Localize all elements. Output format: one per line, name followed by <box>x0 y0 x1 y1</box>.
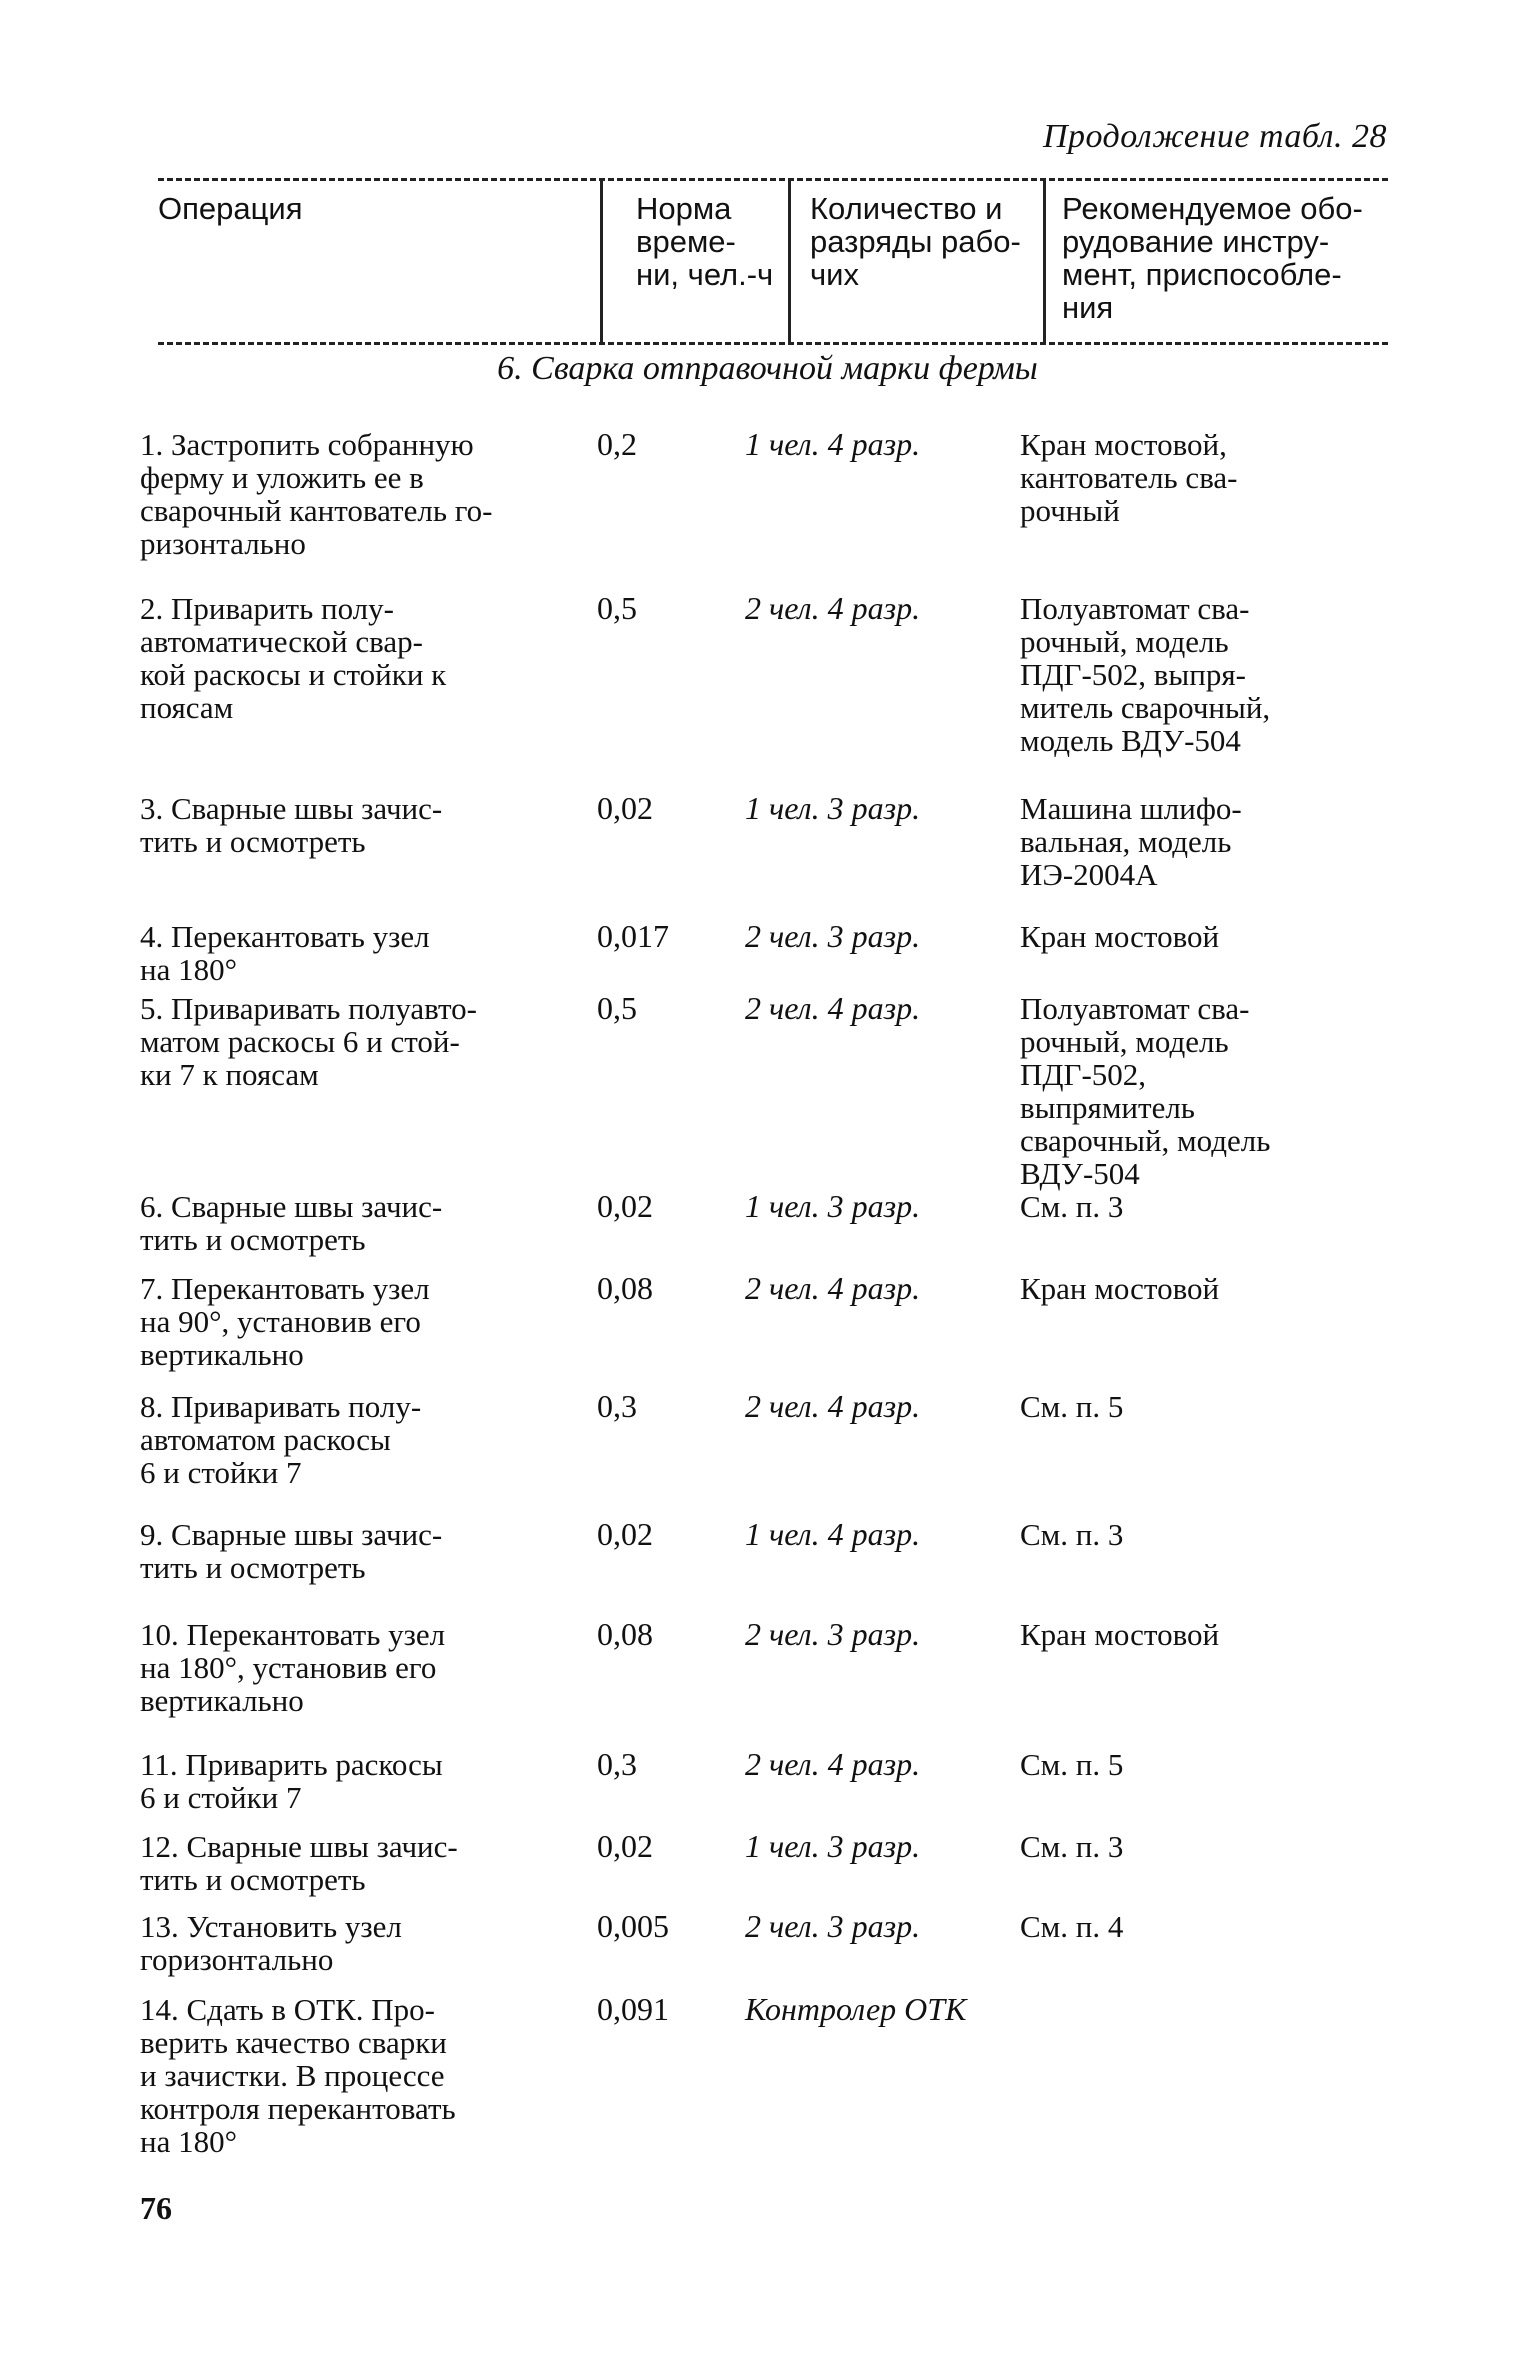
quantity-cell: 1 чел. 3 разр. <box>745 790 921 826</box>
quantity-cell: 2 чел. 3 разр. <box>745 918 921 954</box>
norm-cell: 0,3 <box>597 1388 637 1424</box>
quantity-cell: 1 чел. 4 разр. <box>745 426 921 462</box>
equipment-cell <box>1020 1390 1350 1423</box>
section-title: 6. Сварка отправочной марки фермы <box>497 350 1038 387</box>
norm-cell: 0,2 <box>597 426 637 462</box>
equipment-cell <box>1020 1618 1350 1651</box>
column-divider-1 <box>600 178 603 342</box>
column-header-equipment <box>1062 192 1363 324</box>
equipment-line: Полуавтомат сва- <box>1020 991 1250 1026</box>
operation-line: 12. Сварные швы зачис- <box>140 1829 458 1864</box>
operation-line: вертикально <box>140 1337 304 1372</box>
operation-line: поясам <box>140 690 234 725</box>
quantity-cell: 1 чел. 4 разр. <box>745 1516 921 1552</box>
operation-line: 13. Установить узел <box>140 1909 402 1944</box>
equipment-line: рочный, модель <box>1020 624 1229 659</box>
column-header-equipment-line: ния <box>1062 290 1114 325</box>
operation-line: ки 7 к поясам <box>140 1057 319 1092</box>
operation-cell <box>140 592 570 724</box>
header-top-rule <box>158 178 1388 181</box>
equipment-line: ПДГ-502, выпря- <box>1020 657 1246 692</box>
norm-cell: 0,02 <box>597 1188 653 1224</box>
equipment-line: рочный <box>1020 493 1120 528</box>
column-divider-2 <box>788 178 791 342</box>
quantity-cell: 1 чел. 3 разр. <box>745 1188 921 1224</box>
operation-cell <box>140 1830 570 1896</box>
operation-cell <box>140 1910 570 1976</box>
equipment-cell <box>1020 920 1350 953</box>
equipment-cell <box>1020 992 1350 1190</box>
equipment-line: выпрямитель <box>1020 1090 1195 1125</box>
equipment-line: См. п. 5 <box>1020 1747 1124 1782</box>
equipment-line: См. п. 3 <box>1020 1829 1124 1864</box>
operation-line: горизонтально <box>140 1942 334 1977</box>
equipment-line: См. п. 5 <box>1020 1389 1124 1424</box>
equipment-cell <box>1020 592 1350 757</box>
operation-cell <box>140 428 570 560</box>
column-header-norm <box>636 192 773 291</box>
page-number: 76 <box>140 2190 172 2226</box>
column-header-equipment-line: Рекомендуемое обо- <box>1062 191 1363 226</box>
norm-cell: 0,5 <box>597 590 637 626</box>
quantity-cell: 2 чел. 4 разр. <box>745 1388 921 1424</box>
column-header-equipment-line: рудование инстру- <box>1062 224 1330 259</box>
operation-line: 4. Перекантовать узел <box>140 919 430 954</box>
operation-line: 6 и стойки 7 <box>140 1780 302 1815</box>
operation-line: матом раскосы 6 и стой- <box>140 1024 460 1059</box>
quantity-cell: 2 чел. 4 разр. <box>745 990 921 1026</box>
equipment-cell <box>1020 428 1350 527</box>
operation-line: 10. Перекантовать узел <box>140 1617 446 1652</box>
column-header-quantity-line: Количество и <box>810 191 1003 226</box>
norm-cell: 0,017 <box>597 918 669 954</box>
column-header-quantity-line: чих <box>810 257 859 292</box>
equipment-line: ВДУ-504 <box>1020 1156 1140 1191</box>
equipment-line: кантователь сва- <box>1020 460 1238 495</box>
norm-cell: 0,02 <box>597 790 653 826</box>
operation-line: ферму и уложить ее в <box>140 460 424 495</box>
operation-line: сварочный кантователь го- <box>140 493 493 528</box>
equipment-cell <box>1020 1518 1350 1551</box>
equipment-cell <box>1020 1272 1350 1305</box>
operation-line: 8. Приваривать полу- <box>140 1389 422 1424</box>
equipment-line: вальная, модель <box>1020 824 1232 859</box>
equipment-cell <box>1020 1190 1350 1223</box>
norm-cell: 0,091 <box>597 1991 669 2027</box>
equipment-line: Кран мостовой <box>1020 1271 1220 1306</box>
column-divider-3 <box>1043 178 1046 342</box>
column-header-quantity <box>810 192 1021 291</box>
quantity-cell: 2 чел. 3 разр. <box>745 1616 921 1652</box>
operation-line: 3. Сварные швы зачис- <box>140 791 443 826</box>
equipment-line: модель ВДУ-504 <box>1020 723 1241 758</box>
equipment-line: Полуавтомат сва- <box>1020 591 1250 626</box>
operation-line: тить и осмотреть <box>140 1862 366 1897</box>
operation-line: 6. Сварные швы зачис- <box>140 1189 443 1224</box>
operation-line: 9. Сварные швы зачис- <box>140 1517 443 1552</box>
operation-line: вертикально <box>140 1683 304 1718</box>
norm-cell: 0,005 <box>597 1908 669 1944</box>
norm-cell: 0,08 <box>597 1270 653 1306</box>
operation-line: и зачистки. В процессе <box>140 2058 445 2093</box>
operation-line: 11. Приварить раскосы <box>140 1747 443 1782</box>
operation-line: на 90°, установив его <box>140 1304 421 1339</box>
equipment-line: Кран мостовой <box>1020 919 1220 954</box>
quantity-cell: Контролер ОТК <box>745 1991 967 2027</box>
operation-line: тить и осмотреть <box>140 1222 366 1257</box>
operation-cell <box>140 992 570 1091</box>
operation-line: кой раскосы и стойки к <box>140 657 447 692</box>
operation-line: тить и осмотреть <box>140 824 366 859</box>
equipment-line: сварочный, модель <box>1020 1123 1271 1158</box>
equipment-cell <box>1020 792 1350 891</box>
operation-line: тить и осмотреть <box>140 1550 366 1585</box>
equipment-line: См. п. 3 <box>1020 1189 1124 1224</box>
equipment-cell <box>1020 1748 1350 1781</box>
column-header-norm-line: ни, чел.-ч <box>636 257 774 292</box>
header-bottom-rule <box>158 342 1388 345</box>
operation-line: 2. Приварить полу- <box>140 591 394 626</box>
operation-cell <box>140 1272 570 1371</box>
operation-cell <box>140 792 570 858</box>
operation-cell <box>140 1518 570 1584</box>
column-header-norm-line: време- <box>636 224 736 259</box>
quantity-cell: 2 чел. 3 разр. <box>745 1908 921 1944</box>
equipment-line: Кран мостовой, <box>1020 427 1227 462</box>
equipment-line: Машина шлифо- <box>1020 791 1242 826</box>
operation-line: ризонтально <box>140 526 306 561</box>
column-header-equipment-line: мент, приспособле- <box>1062 257 1342 292</box>
norm-cell: 0,08 <box>597 1616 653 1652</box>
column-header-quantity-line: разряды рабо- <box>810 224 1021 259</box>
operation-line: на 180° <box>140 952 237 987</box>
quantity-cell: 1 чел. 3 разр. <box>745 1828 921 1864</box>
equipment-line: ПДГ-502, <box>1020 1057 1147 1092</box>
quantity-cell: 2 чел. 4 разр. <box>745 590 921 626</box>
norm-cell: 0,5 <box>597 990 637 1026</box>
operation-cell <box>140 1748 570 1814</box>
operation-cell <box>140 1618 570 1717</box>
operation-line: автоматической свар- <box>140 624 423 659</box>
equipment-line: митель сварочный, <box>1020 690 1271 725</box>
operation-line: на 180°, установив его <box>140 1650 437 1685</box>
quantity-cell: 2 чел. 4 разр. <box>745 1746 921 1782</box>
equipment-line: См. п. 4 <box>1020 1909 1124 1944</box>
equipment-line: рочный, модель <box>1020 1024 1229 1059</box>
operation-line: верить качество сварки <box>140 2025 447 2060</box>
operation-cell <box>140 1993 570 2158</box>
norm-cell: 0,02 <box>597 1516 653 1552</box>
operation-line: автоматом раскосы <box>140 1422 391 1457</box>
operation-line: 1. Застропить собранную <box>140 427 474 462</box>
quantity-cell: 2 чел. 4 разр. <box>745 1270 921 1306</box>
equipment-line: ИЭ-2004А <box>1020 857 1158 892</box>
column-header-operation: Операция <box>158 191 303 226</box>
operation-line: 5. Приваривать полуавто- <box>140 991 478 1026</box>
operation-cell <box>140 1190 570 1256</box>
operation-line: на 180° <box>140 2124 237 2159</box>
operation-line: контроля перекантовать <box>140 2091 456 2126</box>
operation-line: 7. Перекантовать узел <box>140 1271 430 1306</box>
operation-cell <box>140 920 570 986</box>
equipment-cell <box>1020 1910 1350 1943</box>
norm-cell: 0,3 <box>597 1746 637 1782</box>
equipment-cell <box>1020 1830 1350 1863</box>
equipment-line: См. п. 3 <box>1020 1517 1124 1552</box>
equipment-line: Кран мостовой <box>1020 1617 1220 1652</box>
operation-line: 6 и стойки 7 <box>140 1455 302 1490</box>
norm-cell: 0,02 <box>597 1828 653 1864</box>
table-continuation-label: Продолжение табл. 28 <box>1042 118 1387 155</box>
operation-cell <box>140 1390 570 1489</box>
operation-line: 14. Сдать в ОТК. Про- <box>140 1992 435 2027</box>
column-header-norm-line: Норма <box>636 191 732 226</box>
